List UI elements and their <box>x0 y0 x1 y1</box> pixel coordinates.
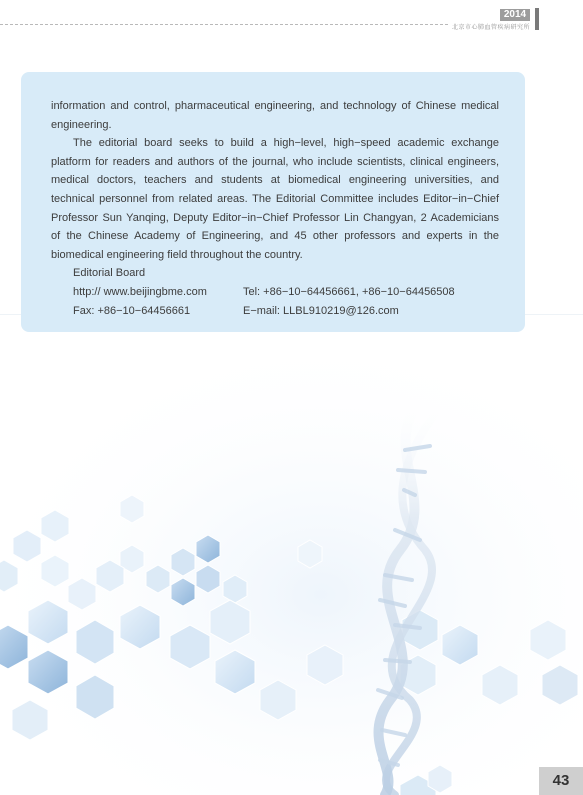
paragraph-2: The editorial board seeks to build a high−level, high−speed academic exchange platform for readers and authors of the journal, who include scientists, clinical engineers, medical doctors, teachers and students at biomedical engineering universities, and technical personnel from related areas. The Editorial Committee includes Editor−in−Chief Professor Sun Yanqing, Deputy Editor−in−Chief Professor Lin Changyan, 2 Academicians of the Chinese Academy of Engineering, and 45 other professors and experts in the biomedical engineering field throughout the country. <box>51 137 499 261</box>
email-link[interactable]: E−mail: LLBL910219@126.com <box>243 304 399 317</box>
page-header <box>0 0 583 36</box>
page-number: 43 <box>539 767 583 795</box>
editorial-board-text: Editorial Board <box>73 267 146 280</box>
paragraph-1: information and control, pharmaceutical engineering, and technology of Chinese medical engineering. <box>51 100 499 131</box>
fax-text: Fax: +86−10−64456661 <box>73 304 191 317</box>
text-panel <box>21 72 525 332</box>
editorial-board-label <box>51 264 499 283</box>
year-badge: 2014 <box>500 9 530 21</box>
website-link[interactable]: http:// www.beijingbme.com <box>73 285 207 298</box>
dna-helix-illustration <box>0 350 583 795</box>
left-rule <box>0 314 21 315</box>
header-dashed-rule <box>0 24 448 25</box>
header-bar <box>535 8 539 30</box>
contact-row-2 <box>51 302 499 321</box>
telephone-text: Tel: +86−10−64456661, +86−10−64456508 <box>243 285 455 298</box>
contact-row-1 <box>51 283 499 302</box>
right-rule <box>525 314 583 315</box>
text-panel-body <box>51 97 499 320</box>
institute-name: 北京市心肺血管疾病研究所 <box>451 25 530 31</box>
